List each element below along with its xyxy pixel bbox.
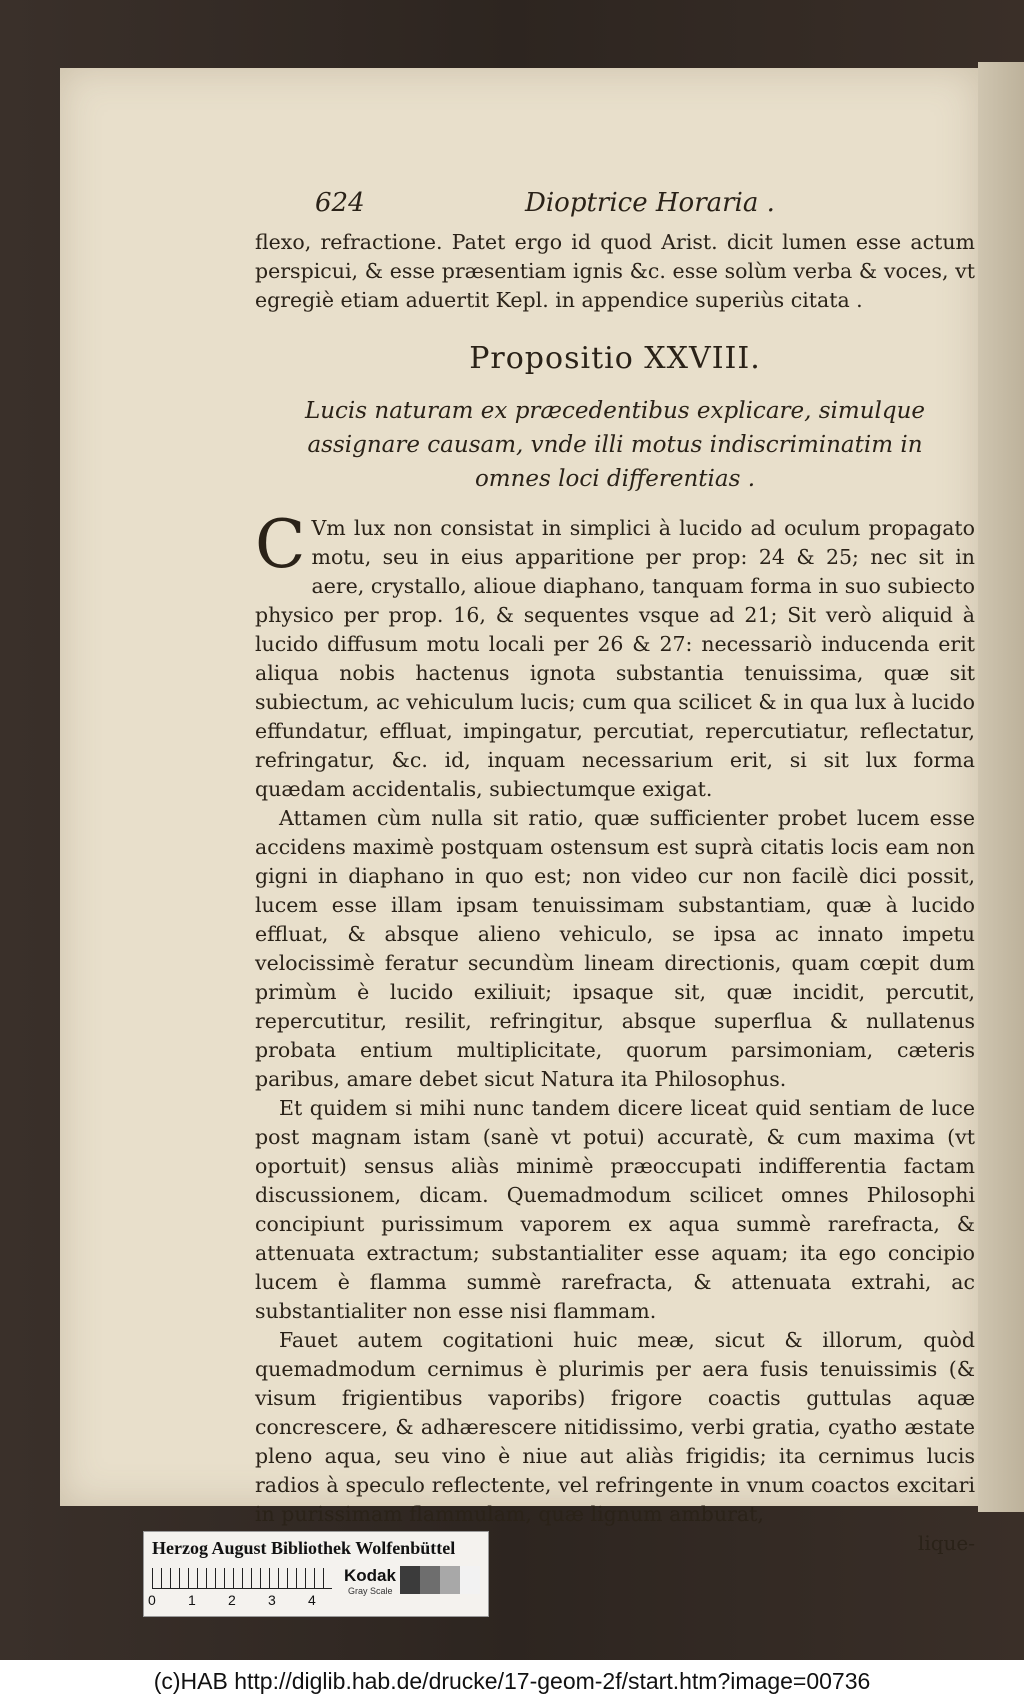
scale-number: 3 [268,1592,276,1608]
intro-paragraph: flexo, refractione. Patet ergo id quod Arist. dicit lumen esse actum perspicui, & esse præsentiam ignis &c. esse solùm verba & voces, vt egregiè etiam aduertit Kepl. in appendice superiùs citata . [255,230,975,312]
scale-numbers [144,1592,334,1610]
body-paragraph: Fauet autem cogitationi huic meæ, sicut & illorum, quòd quemadmodum cernimus è plurimis per aera fusis tenuissimis (& visum frigientibus vaporibs) frigore coactis guttulas aquæ concrescere, & adhærescere nitidissimo, verbi gratia, cyatho æstate pleno aqua, seu vino è niue aut aliàs frigidis; ita cernimus lucis radios à speculo reflectente, vel refringente in vnum coactos excitari in purissimam flammulam, quæ lignum amburat, [255,1328,975,1526]
body-paragraph: Et quidem si mihi nunc tandem dicere liceat quid sentiam de luce post magnam istam (sanè vt potui) accuratè, & cum maxima (vt oportuit) sensus aliàs minimè præoccupati indifferentia factam discussionem, dicam. Quemadmodum scilicet omnes Philosophi concipiunt purissimum vaporem ex aqua summè rarefracta, & attenuata extractum; substantialiter esse aquam; ita ego concipio lucem è flamma summè rarefracta, & attenuata extrahi, ac substantialiter non esse nisi flammam. [255,1096,975,1323]
proposition-enunciation: Lucis naturam ex præcedentibus explicare, simulque assignare causam, vnde illi motus indiscriminatim in omnes loci differentias . [304,398,926,492]
catchword: lique- [917,1531,975,1555]
drop-capital: C [255,506,306,583]
gray-swatch [440,1566,460,1594]
adjacent-page-edge [978,62,1024,1512]
scale-number: 1 [188,1592,196,1608]
page-text-block [255,188,975,1555]
body-text [255,506,975,1555]
library-name: Herzog August Bibliothek Wolfenbüttel [152,1538,456,1558]
scale-number: 2 [228,1592,236,1608]
scale-number: 0 [148,1592,156,1608]
kodak-logo: Kodak [344,1566,396,1585]
gray-swatch [420,1566,440,1594]
running-head [255,188,975,228]
body-paragraph: Attamen cùm nulla sit ratio, quæ sufficienter probet lucem esse accidens maximè postquam ostensum est suprà citatis locis eam non gigni in diaphano in quo est; non video cur non facilè dici possit, lucem esse illam ipsam tenuissimam substantiam, quæ à lucido effluat, & absque alieno vehiculo, se ipsa ac innato impetu velocissimè feratur secundùm lineam directionis, quam cœpit dum primùm è lucido exiliuit; ipsaque sit, quæ incidit, percutit, repercutitur, resilit, refringitur, absque superflua & nullatenus probata entium multiplicitate, quorum parsimoniam, cæteris paribus, amare debet sicut Natura ita Philosophus. [255,806,975,1091]
scale-number: 4 [308,1592,316,1608]
running-head-title: Dioptrice Horaria . [525,188,775,218]
gray-swatch [460,1566,480,1594]
gray-scale-label: Gray Scale [348,1586,393,1596]
color-calibration-bar [143,1531,489,1617]
page-number: 624 [315,188,365,218]
gray-swatch [400,1566,420,1594]
copyright-footer: (c)HAB http://diglib.hab.de/drucke/17-geom-2f/start.htm?image=00736 [0,1660,1024,1702]
body-paragraph [255,506,975,804]
paragraph-text: Vm lux non consistat in simplici à lucido ad oculum propagato motu, seu in eius apparitione per prop: 24 & 25; nec sit in aere, crystallo, alioue diaphano, tanquam forma in suo subiecto physico per prop. 16, & sequentes vsque ad 21; Sit verò aliquid à lucido diffusum motu locali per 26 & 27: necessariò inducenda erit aliqua nobis hactenus ignota substantia tenuissima, quæ sit subiectum, ac vehiculum lucis; cum qua scilicet & in qua lux à lucido effundatur, effluat, impingatur, percutiat, repercutiatur, reflectatur, refringatur, &c. id, inquam necessarium erit, si sit lux forma quædam accidentalis, subiectumque exigat. [255,516,975,801]
proposition-title: Propositio XXVIII. [469,341,761,376]
scale-ruler [152,1568,332,1589]
